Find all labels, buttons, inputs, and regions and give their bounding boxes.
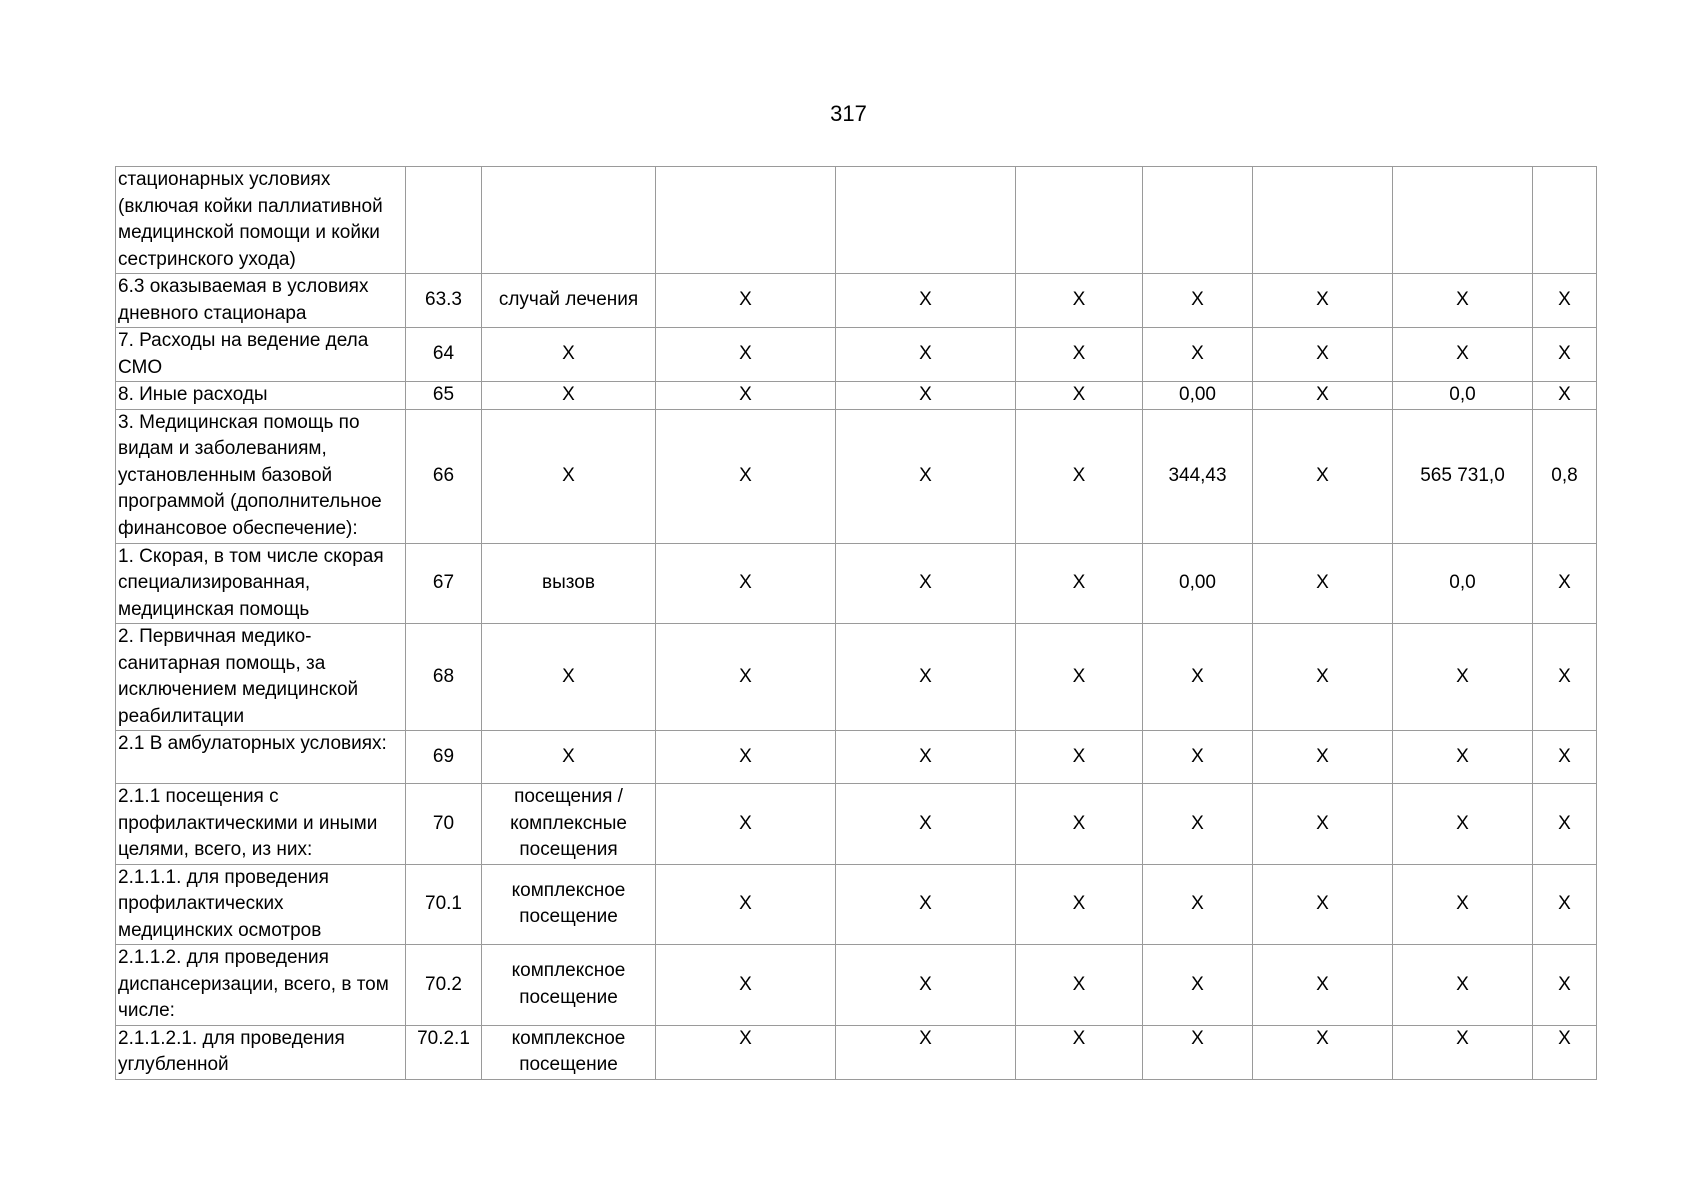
table-cell: X <box>1143 274 1253 328</box>
table-row <box>116 543 1597 624</box>
table-cell: X <box>1016 328 1143 382</box>
table-cell: X <box>836 864 1016 945</box>
table-cell: X <box>1143 1025 1253 1079</box>
table-cell: X <box>1533 731 1597 784</box>
unit-cell: комплексное посещение <box>482 945 656 1026</box>
table-cell: X <box>1143 328 1253 382</box>
table-cell: X <box>836 382 1016 410</box>
table-cell: X <box>656 1025 836 1079</box>
table-cell <box>1143 167 1253 274</box>
row-code-cell: 63.3 <box>406 274 482 328</box>
table-cell: X <box>1016 731 1143 784</box>
table-cell: X <box>836 784 1016 865</box>
table-cell: 0,00 <box>1143 543 1253 624</box>
table-cell: X <box>1143 945 1253 1026</box>
table-cell <box>836 167 1016 274</box>
table-cell: X <box>1143 784 1253 865</box>
table-cell: 565 731,0 <box>1393 409 1533 543</box>
table-cell: X <box>1016 945 1143 1026</box>
table-cell: X <box>1253 543 1393 624</box>
table-cell: X <box>836 624 1016 731</box>
unit-cell: X <box>482 624 656 731</box>
row-code-cell: 67 <box>406 543 482 624</box>
row-code-cell: 70.2.1 <box>406 1025 482 1079</box>
row-name-cell: 2. Первичная медико-санитарная помощь, за исключением медицинской реабилитации <box>116 624 406 731</box>
table-row <box>116 784 1597 865</box>
table-row <box>116 624 1597 731</box>
table-cell: 0,00 <box>1143 382 1253 410</box>
table-cell: X <box>1143 624 1253 731</box>
unit-cell: X <box>482 731 656 784</box>
row-name-cell: 3. Медицинская помощь по видам и заболеваниям, установленным базовой программой (дополнительное финансовое обеспечение): <box>116 409 406 543</box>
table-cell: X <box>1393 624 1533 731</box>
table-cell: X <box>1393 784 1533 865</box>
row-name-cell: 2.1 В амбулаторных условиях: <box>116 731 406 784</box>
table-row <box>116 328 1597 382</box>
table-cell: X <box>836 945 1016 1026</box>
table-cell: X <box>1533 784 1597 865</box>
table-cell: X <box>1253 945 1393 1026</box>
table-cell: X <box>1016 543 1143 624</box>
table-cell <box>1393 167 1533 274</box>
table-cell: X <box>1253 409 1393 543</box>
table-cell: X <box>836 543 1016 624</box>
row-code-cell: 70.1 <box>406 864 482 945</box>
row-name-cell: 2.1.1.2. для проведения диспансеризации, всего, в том числе: <box>116 945 406 1026</box>
table-cell: X <box>1253 328 1393 382</box>
table-cell: X <box>1016 784 1143 865</box>
table-cell: X <box>656 543 836 624</box>
page-number: 317 <box>830 101 867 126</box>
table-cell: X <box>836 731 1016 784</box>
table-cell: X <box>656 328 836 382</box>
table-row <box>116 945 1597 1026</box>
table-cell <box>656 167 836 274</box>
table-cell: X <box>836 274 1016 328</box>
unit-cell: комплексное посещение <box>482 864 656 945</box>
row-code-cell: 68 <box>406 624 482 731</box>
table-cell: X <box>1143 864 1253 945</box>
table-cell: X <box>656 731 836 784</box>
row-name-cell: 6.3 оказываемая в условиях дневного стационара <box>116 274 406 328</box>
row-name-cell: 2.1.1.2.1. для проведения углубленной <box>116 1025 406 1079</box>
table-cell: X <box>656 624 836 731</box>
table-cell: X <box>1393 731 1533 784</box>
table-cell: X <box>1016 624 1143 731</box>
table-cell: X <box>656 784 836 865</box>
table-cell: X <box>836 1025 1016 1079</box>
table-cell: X <box>1533 328 1597 382</box>
table-cell: X <box>656 274 836 328</box>
table-row <box>116 864 1597 945</box>
row-name-cell: 1. Скорая, в том числе скорая специализированная, медицинская помощь <box>116 543 406 624</box>
table-cell: 0,0 <box>1393 543 1533 624</box>
table-cell: X <box>1253 864 1393 945</box>
table-cell: X <box>1533 543 1597 624</box>
table-cell: X <box>1143 731 1253 784</box>
unit-cell: X <box>482 328 656 382</box>
unit-cell: X <box>482 409 656 543</box>
unit-cell: посещения / комплексные посещения <box>482 784 656 865</box>
table-cell <box>406 167 482 274</box>
table-cell: X <box>1533 382 1597 410</box>
unit-cell: вызов <box>482 543 656 624</box>
table-cell: X <box>1533 624 1597 731</box>
table-cell: X <box>1253 731 1393 784</box>
table-cell: X <box>1393 864 1533 945</box>
table-cell: X <box>1016 864 1143 945</box>
row-name-cell: 8. Иные расходы <box>116 382 406 410</box>
row-name-cell: 2.1.1 посещения с профилактическими и иными целями, всего, из них: <box>116 784 406 865</box>
table-cell: X <box>1393 1025 1533 1079</box>
table-cell: X <box>656 409 836 543</box>
table-row <box>116 731 1597 784</box>
row-name-cell: 2.1.1.1. для проведения профилактических медицинских осмотров <box>116 864 406 945</box>
data-table <box>115 166 1597 1080</box>
table-cell: X <box>1016 274 1143 328</box>
table-cell: 0,8 <box>1533 409 1597 543</box>
table-cell: X <box>1253 624 1393 731</box>
row-name-cell: 7. Расходы на ведение дела СМО <box>116 328 406 382</box>
table-row <box>116 274 1597 328</box>
table-cell: X <box>836 409 1016 543</box>
unit-cell: случай лечения <box>482 274 656 328</box>
unit-cell: X <box>482 382 656 410</box>
table-cell: X <box>656 864 836 945</box>
table-cell: X <box>1253 382 1393 410</box>
table-cell: X <box>1393 274 1533 328</box>
row-code-cell: 70.2 <box>406 945 482 1026</box>
table-cell: X <box>1253 274 1393 328</box>
table-cell <box>482 167 656 274</box>
table-cell: X <box>656 382 836 410</box>
table-row <box>116 1025 1597 1079</box>
table-cell: X <box>1533 864 1597 945</box>
table-row <box>116 382 1597 410</box>
table-row <box>116 409 1597 543</box>
table-cell: X <box>656 945 836 1026</box>
table-cell: X <box>1016 409 1143 543</box>
row-name-cell: стационарных условиях (включая койки паллиативной медицинской помощи и койки сестринского ухода) <box>116 167 406 274</box>
row-code-cell: 64 <box>406 328 482 382</box>
table-cell: X <box>1393 328 1533 382</box>
table-cell <box>1016 167 1143 274</box>
table-cell: X <box>836 328 1016 382</box>
table-cell <box>1253 167 1393 274</box>
table-cell: 344,43 <box>1143 409 1253 543</box>
table-cell: X <box>1016 1025 1143 1079</box>
table-cell <box>1533 167 1597 274</box>
unit-cell: комплексное посещение <box>482 1025 656 1079</box>
table-row <box>116 167 1597 274</box>
table-cell: X <box>1533 274 1597 328</box>
table-cell: X <box>1253 1025 1393 1079</box>
row-code-cell: 65 <box>406 382 482 410</box>
table-cell: X <box>1533 1025 1597 1079</box>
table-cell: X <box>1533 945 1597 1026</box>
row-code-cell: 69 <box>406 731 482 784</box>
table-cell: X <box>1016 382 1143 410</box>
row-code-cell: 70 <box>406 784 482 865</box>
row-code-cell: 66 <box>406 409 482 543</box>
table-cell: X <box>1253 784 1393 865</box>
table-cell: X <box>1393 945 1533 1026</box>
table-cell: 0,0 <box>1393 382 1533 410</box>
